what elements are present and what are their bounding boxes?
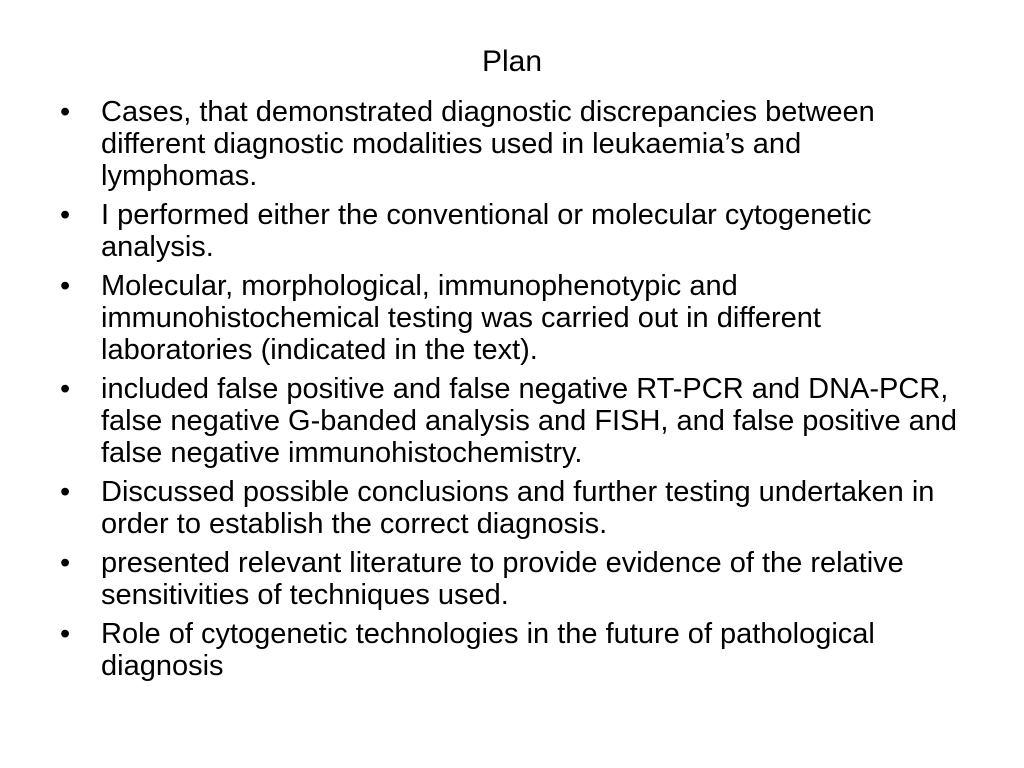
bullet-item (60, 476, 960, 540)
slide-title: Plan (481, 45, 543, 78)
bullet-icon: • (60, 96, 71, 128)
bullet-text: I performed either the conventional or molecular cytogenetic analysis. (101, 199, 872, 263)
bullet-item (60, 96, 960, 192)
bullet-item (60, 547, 960, 611)
bullet-icon: • (60, 270, 71, 302)
bullet-text: included false positive and false negative RT-PCR and DNA-PCR, false negative G-banded analysis and FISH, and false positive and false negative immunohistochemistry. (101, 373, 958, 469)
bullet-list (60, 96, 960, 689)
bullet-item (60, 618, 960, 682)
bullet-icon: • (60, 373, 71, 405)
bullet-item (60, 199, 960, 263)
bullet-item (60, 270, 960, 366)
bullet-text: Role of cytogenetic technologies in the future of pathological diagnosis (101, 618, 875, 682)
bullet-icon: • (60, 618, 71, 650)
bullet-icon: • (60, 199, 71, 231)
bullet-text: Cases, that demonstrated diagnostic discrepancies between different diagnostic modalities used in leukaemia’s and lymphomas. (101, 96, 875, 192)
bullet-text: presented relevant literature to provide evidence of the relative sensitivities of techniques used. (101, 547, 904, 611)
bullet-item (60, 373, 960, 469)
bullet-icon: • (60, 547, 71, 579)
bullet-icon: • (60, 476, 71, 508)
bullet-text: Discussed possible conclusions and further testing undertaken in order to establish the correct diagnosis. (101, 476, 935, 540)
bullet-text: Molecular, morphological, immunophenotypic and immunohistochemical testing was carried out in different laboratories (indicated in the text). (101, 270, 821, 366)
